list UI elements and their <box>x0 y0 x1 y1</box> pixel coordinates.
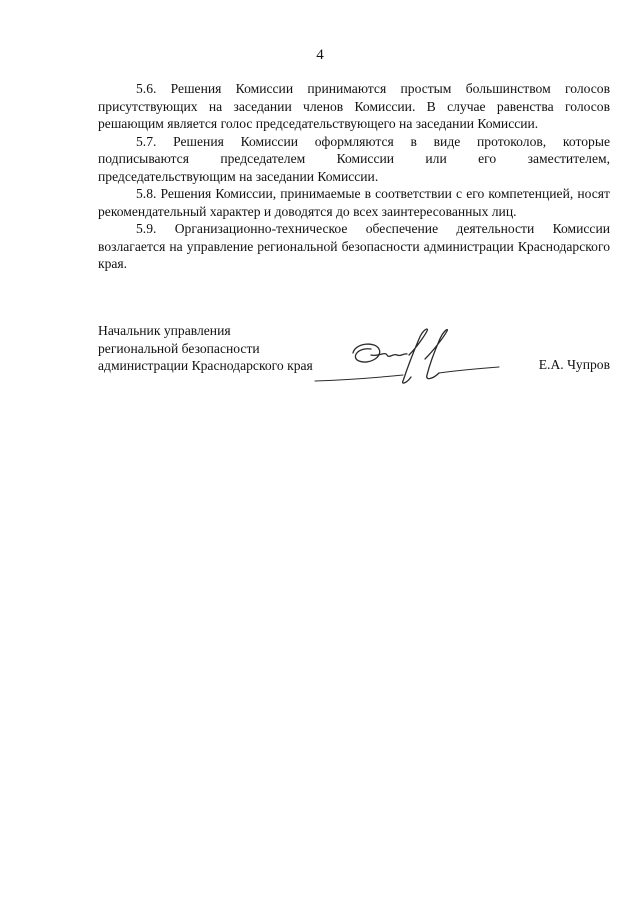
signatory-title-line: Начальник управления <box>98 323 231 338</box>
signature-block <box>98 322 610 392</box>
signature-stroke <box>371 354 407 357</box>
paragraph-5-6: 5.6. Решения Комиссии принимаются простым большинством голосов присутствующих на заседании членов Комиссии. В случае равенства голосов решающим является голос председательствующего на заседании Комиссии. <box>98 81 610 131</box>
signatory-title <box>98 322 313 375</box>
signature-stroke <box>425 329 447 378</box>
page-number: 4 <box>316 47 324 63</box>
handwritten-signature-icon <box>313 325 503 387</box>
signature-stroke <box>439 367 499 373</box>
paragraph-5-7: 5.7. Решения Комиссии оформляются в виде протоколов, которые подписываются председателем Комиссии или его заместителем, председательствующим на заседании Комиссии. <box>98 133 610 184</box>
signature-stroke <box>353 344 380 362</box>
signatory-title-line: администрации Краснодарского края <box>98 358 313 373</box>
signatory-title-line: региональной безопасности <box>98 340 260 356</box>
signature-stroke <box>315 375 403 381</box>
document-body <box>98 80 610 273</box>
signature-stroke <box>403 329 428 383</box>
signatory-name: Е.А. Чупров <box>538 357 610 372</box>
paragraph-5-9: 5.9. Организационно-техническое обеспечение деятельности Комиссии возлагается на управление региональной безопасности администрации Краснодарского края. <box>98 221 610 271</box>
paragraph-5-8: 5.8. Решения Комиссии, принимаемые в соответствии с его компетенцией, носят рекомендательный характер и доводятся до всех заинтересованных лиц. <box>98 186 610 219</box>
